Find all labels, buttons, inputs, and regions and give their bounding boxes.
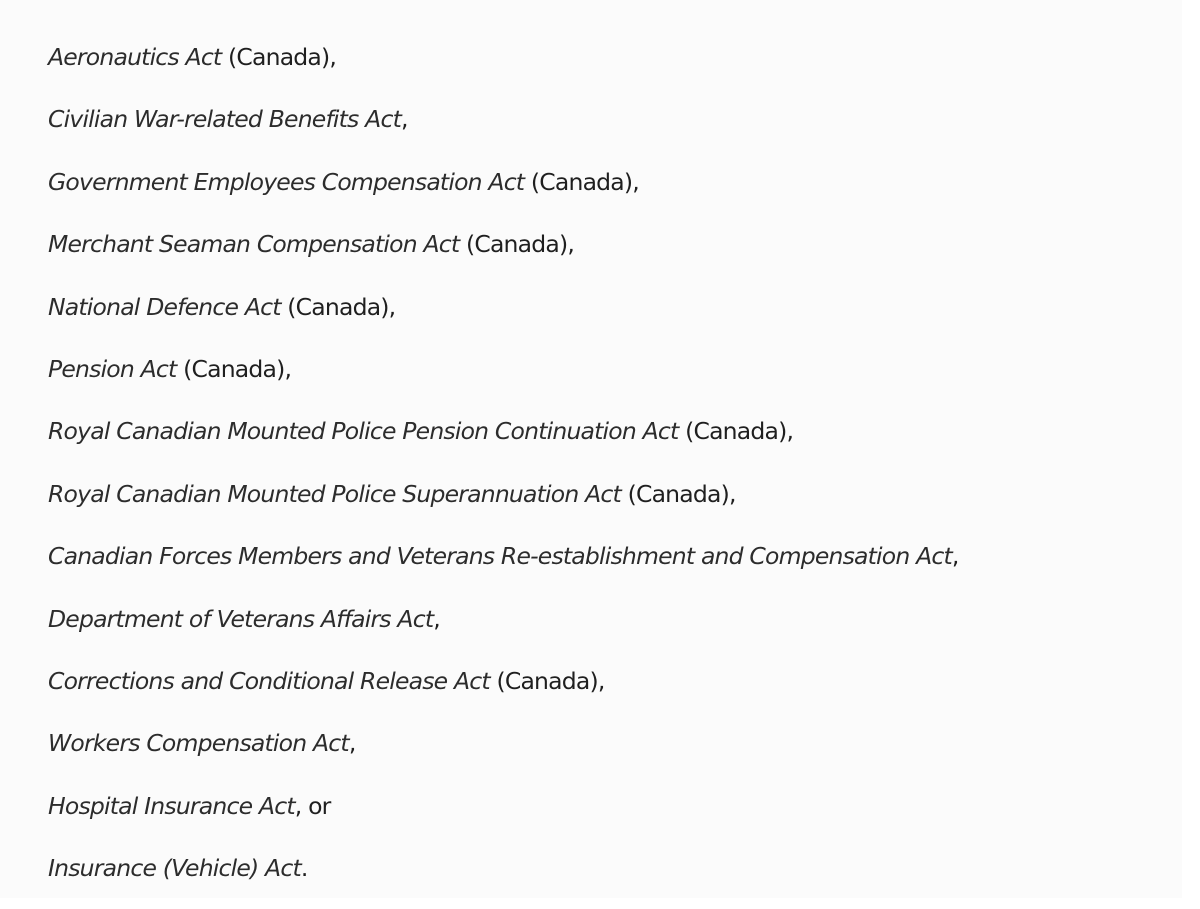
act-name: Canadian Forces Members and Veterans Re-establishment and Compensation Act [48, 542, 952, 571]
act-name: Aeronautics Act [48, 43, 222, 71]
act-suffix: , [433, 604, 440, 633]
act-suffix: (Canada), [280, 292, 396, 321]
act-suffix: . [300, 854, 308, 883]
act-name: Merchant Seaman Compensation Act [48, 230, 460, 259]
act-name: Government Employees Compensation Act [48, 167, 525, 196]
act-name: Civilian War-related Benefits Act [48, 105, 401, 134]
act-item-insurance-vehicle [48, 847, 959, 909]
act-name: Corrections and Conditional Release Act [48, 666, 490, 695]
act-name: Pension Act [48, 354, 177, 383]
act-suffix: (Canada), [176, 354, 292, 383]
act-name: National Defence Act [48, 292, 281, 321]
act-item-hospital-insurance [48, 785, 959, 847]
act-name: Department of Veterans Affairs Act [48, 604, 434, 633]
act-item-pension [48, 348, 959, 410]
act-suffix: (Canada), [489, 666, 605, 695]
act-item-rcmp-superannuation [48, 473, 959, 535]
act-item-rcmp-pension-continuation [48, 410, 959, 472]
act-suffix: (Canada), [221, 43, 337, 71]
act-list [48, 36, 959, 909]
page-right-border [1182, 0, 1200, 898]
act-suffix: , [348, 729, 356, 758]
act-item-aeronautics [48, 36, 959, 98]
act-suffix: , [951, 542, 959, 571]
act-item-civilian-war-related-benefits [48, 98, 959, 160]
act-suffix: (Canada), [459, 230, 575, 259]
act-suffix: (Canada), [620, 479, 736, 508]
act-item-merchant-seaman-compensation [48, 223, 959, 285]
act-item-canadian-forces-veterans [48, 535, 959, 597]
act-item-department-of-veterans-affairs [48, 598, 959, 660]
act-suffix: , or [294, 791, 331, 820]
act-suffix: (Canada), [678, 417, 794, 446]
act-name: Workers Compensation Act [48, 729, 349, 758]
act-name: Royal Canadian Mounted Police Superannuation Act [48, 479, 621, 508]
act-name: Royal Canadian Mounted Police Pension Continuation Act [48, 417, 679, 446]
act-suffix: (Canada), [524, 167, 639, 196]
act-name: Insurance (Vehicle) Act [48, 854, 301, 883]
act-name: Hospital Insurance Act [48, 791, 295, 820]
act-item-workers-compensation [48, 722, 959, 784]
act-item-government-employees-compensation [48, 161, 959, 223]
act-item-corrections-and-conditional-release [48, 660, 959, 722]
act-item-national-defence [48, 286, 959, 348]
act-suffix: , [401, 105, 408, 134]
